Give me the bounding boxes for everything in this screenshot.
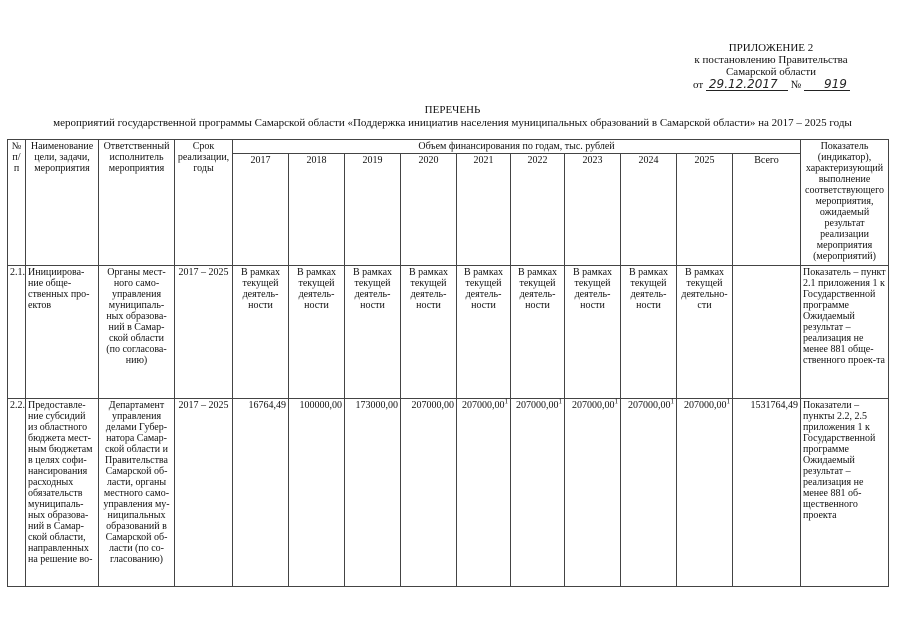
footnote-mark: 1	[504, 397, 508, 406]
appendix-signature-line	[671, 78, 871, 91]
footnote-mark: 1	[614, 397, 618, 406]
header-num: № п/п	[8, 140, 26, 266]
table-row	[8, 266, 889, 399]
row-value: В рамках текущей деятель-ности	[565, 266, 621, 399]
header-year: 2024	[621, 154, 677, 266]
appendix-block	[671, 42, 871, 91]
header-year: 2021	[457, 154, 511, 266]
row-name: Инициирова-ние обще-ственных про-ектов	[26, 266, 99, 399]
row-value: В рамках текущей деятель-ности	[345, 266, 401, 399]
header-year: 2022	[511, 154, 565, 266]
row-indicator: Показатель – пункт 2.1 приложения 1 к Государственной программе Ожидаемый результат – реализация не менее 881 обще-ственного проек-та	[801, 266, 889, 399]
row-indicator: Показатели – пункты 2.2, 2.5 приложения 1 к Государственной программе Ожидаемый результат – реализация не менее 881 об-щественного проекта	[801, 399, 889, 587]
row-num: 2.1.	[8, 266, 26, 399]
row-value: В рамках текущей деятель-ности	[511, 266, 565, 399]
document-heading	[0, 104, 905, 130]
header-name: Наименование цели, задачи, мероприятия	[26, 140, 99, 266]
row-value: 207000,00$^1$	[457, 399, 511, 587]
heading-subtitle: мероприятий государственной программы Самарской области «Поддержка инициатив населения муниципальных образований в Самарской области» на 2017 – 2025 годы	[53, 117, 852, 129]
row-value: 100000,00	[289, 399, 345, 587]
header-row-1	[8, 140, 889, 154]
appendix-line-1: к постановлению Правительства	[694, 54, 848, 66]
footnote-mark: 1	[558, 397, 562, 406]
row-value: 207000,00	[401, 399, 457, 587]
row-term: 2017 – 2025	[175, 399, 233, 587]
header-year: 2020	[401, 154, 457, 266]
row-value: 207000,00$^1$	[677, 399, 733, 587]
appendix-line-2: Самарской области	[725, 66, 817, 78]
row-name: Предоставле-ние субсидий из областного бюджета мест-ным бюджетам в целях софи-нансирования расходных обязательств муниципаль-ных образова-ний в Самар-ской области, направленных на решение во-	[26, 399, 99, 587]
row-value: В рамках текущей деятель-ности	[621, 266, 677, 399]
header-year: 2023	[565, 154, 621, 266]
row-value: 16764,49	[233, 399, 289, 587]
row-value: 173000,00	[345, 399, 401, 587]
row-term: 2017 – 2025	[175, 266, 233, 399]
row-value: В рамках текущей деятель-ности	[401, 266, 457, 399]
row-value: В рамках текущей деятель-ности	[289, 266, 345, 399]
row-total: 1531764,49	[733, 399, 801, 587]
handwritten-number: 919	[804, 78, 850, 91]
row-value: В рамках текущей деятельно-сти	[677, 266, 733, 399]
header-year: 2019	[345, 154, 401, 266]
header-funding: Объем финансирования по годам, тыс. рублей	[233, 140, 801, 154]
header-year: 2025	[677, 154, 733, 266]
header-executor: Ответственный исполнитель мероприятия	[99, 140, 175, 266]
handwritten-date: 29.12.2017	[706, 78, 788, 91]
header-year: 2018	[289, 154, 345, 266]
measures-table	[7, 139, 889, 587]
header-term: Срок реализации, годы	[175, 140, 233, 266]
header-year: 2017	[233, 154, 289, 266]
row-value: 207000,00$^1$	[565, 399, 621, 587]
appendix-title: ПРИЛОЖЕНИЕ 2	[728, 42, 814, 54]
row-value: 207000,00$^1$	[511, 399, 565, 587]
row-total	[733, 266, 801, 399]
table-row	[8, 399, 889, 587]
row-executor: Департамент управления делами Губер-натора Самар-ской области и Правительства Самарской об-ласти, органы местного само-управления му-ниципальных образований в Самарской об-ласти (по со-гласованию)	[99, 399, 175, 587]
row-value: В рамках текущей деятель-ности	[457, 266, 511, 399]
footnote-mark: 1	[726, 397, 730, 406]
footnote-mark: 1	[670, 397, 674, 406]
header-total: Всего	[733, 154, 801, 266]
row-num: 2.2.	[8, 399, 26, 587]
row-value: 207000,00$^1$	[621, 399, 677, 587]
from-prefix: от	[693, 79, 704, 91]
header-indicator: Показатель (индикатор), характеризующий выполнение соответствующего мероприятия, ожидаемый результат реализации мероприятия (мероприятий)	[801, 140, 889, 266]
row-executor: Органы мест-ного само-управления муниципаль-ных образова-ний в Самар-ской области (по согласова-нию)	[99, 266, 175, 399]
heading-title: ПЕРЕЧЕНЬ	[424, 104, 481, 116]
row-value: В рамках текущей деятель-ности	[233, 266, 289, 399]
number-prefix: №	[790, 79, 802, 91]
